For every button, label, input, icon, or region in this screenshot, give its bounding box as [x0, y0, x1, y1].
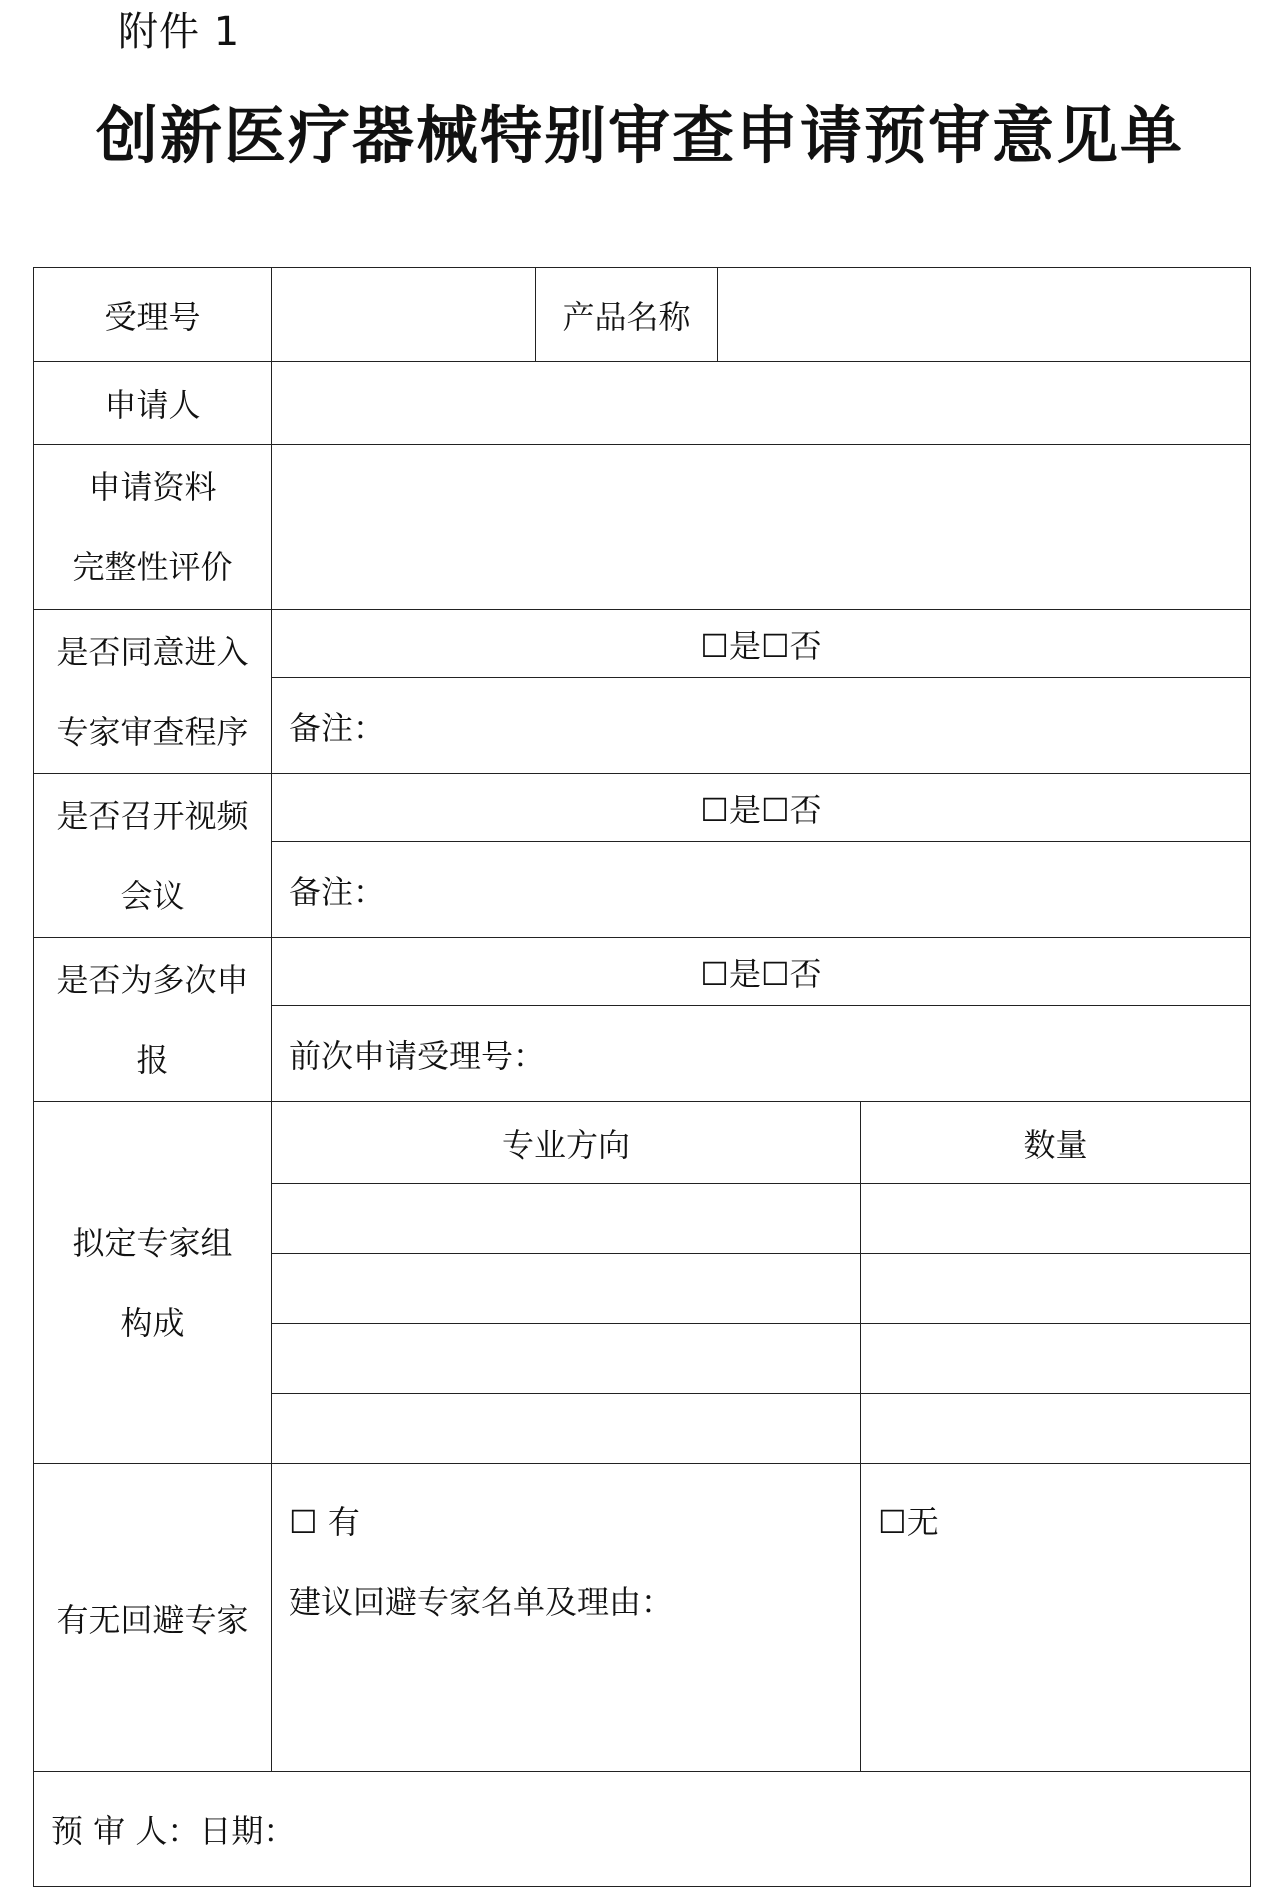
avoid-experts-label: 有无回避专家: [34, 1464, 272, 1772]
expert-review-label-line1: 是否同意进入: [56, 632, 249, 671]
multiple-application-label-line2: 报: [136, 1040, 169, 1079]
footer-cell: [34, 1772, 1251, 1887]
avoid-experts-no-option[interactable]: ☐无: [878, 1503, 939, 1541]
expert-group-label-line2: 构成: [120, 1303, 185, 1342]
direction-cell[interactable]: [272, 1254, 861, 1324]
avoid-experts-no-cell[interactable]: [861, 1464, 1251, 1772]
video-conference-label-line2: 会议: [120, 876, 185, 915]
video-conference-note[interactable]: 备注：: [272, 842, 1251, 938]
expert-group-label-line1: 拟定专家组: [72, 1223, 233, 1262]
col-direction-header: 专业方向: [272, 1102, 861, 1184]
form-title: 创新医疗器械特别审查申请预审意见单: [95, 99, 1184, 172]
applicant-label: 申请人: [34, 362, 272, 445]
quantity-cell[interactable]: [861, 1254, 1251, 1324]
completeness-label-line1: 申请资料: [88, 468, 217, 506]
completeness-value[interactable]: [272, 445, 1251, 610]
quantity-cell[interactable]: [861, 1324, 1251, 1394]
completeness-label: [34, 445, 272, 610]
acceptance-no-label: 受理号: [34, 268, 272, 362]
acceptance-no-value[interactable]: [272, 268, 536, 362]
row-completeness: [34, 445, 1251, 610]
avoid-experts-yes-option[interactable]: ☐ 有: [289, 1503, 360, 1541]
expert-review-label: [34, 610, 272, 774]
video-conference-label-line1: 是否召开视频: [56, 796, 249, 835]
expert-review-options[interactable]: ☐是☐否: [272, 610, 1251, 678]
reviewer-label: 预 审 人：: [51, 1812, 200, 1850]
direction-cell[interactable]: [272, 1394, 861, 1464]
row-avoid-experts: [34, 1464, 1251, 1772]
row-expert-group-header: [34, 1102, 1251, 1184]
quantity-cell[interactable]: [861, 1184, 1251, 1254]
row-video-conference-options: [34, 774, 1251, 842]
multiple-application-label: [34, 938, 272, 1102]
previous-acceptance-no[interactable]: 前次申请受理号：: [272, 1006, 1251, 1102]
multiple-application-options[interactable]: ☐是☐否: [272, 938, 1251, 1006]
row-expert-review-options: [34, 610, 1251, 678]
completeness-label-line2: 完整性评价: [72, 548, 233, 586]
product-name-label: 产品名称: [536, 268, 718, 362]
review-form-table: [33, 267, 1251, 1887]
direction-cell[interactable]: [272, 1324, 861, 1394]
multiple-application-label-line1: 是否为多次申: [56, 960, 249, 999]
row-footer: [34, 1772, 1251, 1887]
expert-review-note[interactable]: 备注：: [272, 678, 1251, 774]
product-name-value[interactable]: [718, 268, 1251, 362]
row-acceptance: [34, 268, 1251, 362]
avoid-experts-yes-cell[interactable]: [272, 1464, 861, 1772]
video-conference-label: [34, 774, 272, 938]
video-conference-options[interactable]: ☐是☐否: [272, 774, 1251, 842]
applicant-value[interactable]: [272, 362, 1251, 445]
quantity-cell[interactable]: [861, 1394, 1251, 1464]
expert-review-label-line2: 专家审查程序: [56, 712, 249, 751]
expert-group-label: [34, 1102, 272, 1464]
avoid-experts-reason-label: 建议回避专家名单及理由：: [289, 1583, 674, 1621]
date-label: 日期：: [199, 1812, 296, 1850]
col-quantity-header: 数量: [861, 1102, 1251, 1184]
row-applicant: [34, 362, 1251, 445]
row-multiple-application-options: [34, 938, 1251, 1006]
direction-cell[interactable]: [272, 1184, 861, 1254]
attachment-label: 附件 1: [118, 9, 241, 55]
